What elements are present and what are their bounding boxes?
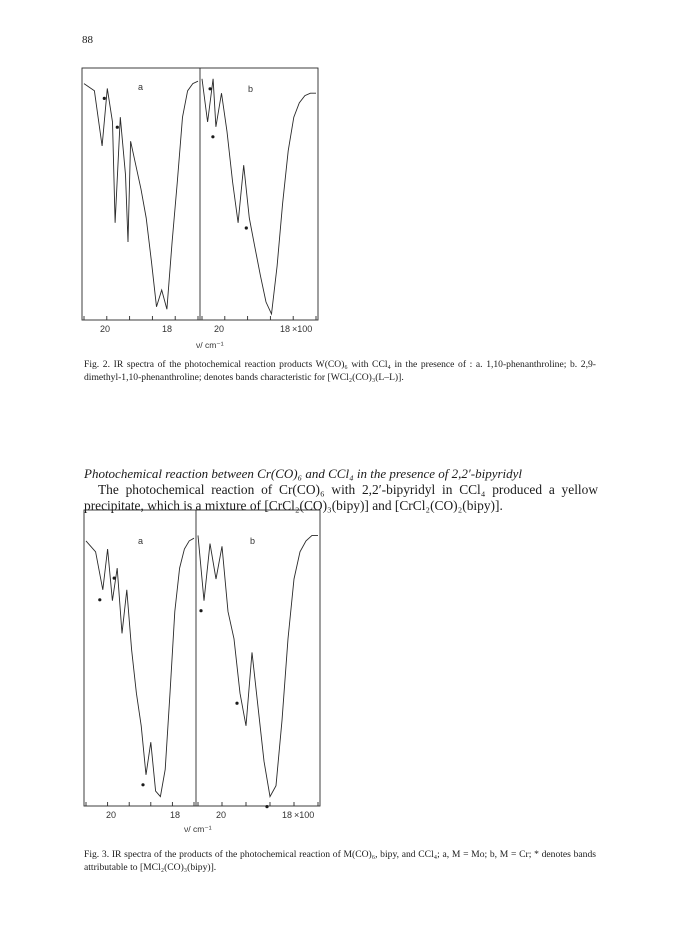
spectrum-trace-fig-2a (84, 81, 198, 309)
band-marker (141, 783, 144, 786)
figure-2-panel-b-label: b (248, 84, 254, 94)
figure-2-caption (84, 358, 596, 384)
figure-2-panel-a-label: a (138, 82, 144, 92)
band-marker (113, 577, 116, 580)
figure-3 (80, 506, 330, 838)
figure-2-caption-text: IR spectra of the photochemical reaction products W(CO)₆ with CCl₄ in the presence of : a. 1,10-phenanthroline; b. 2,9-dimethyl-1,10-phenanthroline; denotes bands characteristic for [WCl₂(CO)₃(L–L)]. (84, 359, 596, 383)
figure-3-tick-b-20: 20 (216, 810, 227, 820)
spectrum-trace-fig-2b (202, 79, 316, 314)
spectrum-trace-fig-3b (198, 535, 318, 796)
figure-3-tick-a-18: 18 (170, 810, 181, 820)
band-marker (245, 226, 248, 229)
figure-3-panel-a-label: a (138, 536, 144, 546)
figure-3-tick-a-20: 20 (106, 810, 117, 820)
figure-2-tick-b-multiplier: ×100 (292, 324, 313, 334)
band-marker (199, 609, 202, 612)
band-marker (235, 702, 238, 705)
figure-2-axis-unit: ν/ cm⁻¹ (196, 340, 224, 350)
figure-3-tick-b-18: 18 (282, 810, 293, 820)
section-heading: Photochemical reaction between Cr(CO)₆ and CCl₄ in the presence of 2,2′-bipyridyl (84, 466, 523, 481)
figure-3-axis-unit: ν/ cm⁻¹ (184, 824, 212, 834)
band-marker (103, 97, 106, 100)
figure-3-caption (84, 848, 596, 874)
page-number: 88 (82, 34, 93, 46)
figure-3-frame (84, 510, 320, 806)
band-marker (98, 598, 101, 601)
figure-3-panel-b-label: b (250, 536, 256, 546)
figure-2-tick-b-20: 20 (214, 324, 225, 334)
figure-2-tick-a-20: 20 (100, 324, 111, 334)
figure-2-caption-label: Fig. 2. (84, 359, 111, 370)
band-marker (116, 126, 119, 129)
figure-2-svg (78, 64, 328, 356)
figure-3-tick-b-multiplier: ×100 (294, 810, 315, 820)
section-paragraph: The photochemical reaction of Cr(CO)₆ with 2,2′-bipyridyl in CCl₄ produced a yellow precipitate, which is a mixture of [CrCl₂(CO)₃(bipy)] and [CrCl₂(CO)₂(bipy)]. (84, 482, 598, 513)
figure-2 (78, 64, 328, 356)
figure-2-tick-a-18: 18 (162, 324, 173, 334)
band-marker (265, 805, 268, 808)
figure-3-caption-text: IR spectra of the products of the photochemical reaction of M(CO)₆, bipy, and CCl₄; a, M = Mo; b, M = Cr; * denotes bands attributable to [MCl₂(CO)₃(bipy)]. (84, 849, 597, 873)
figure-2-tick-b-18: 18 (280, 324, 291, 334)
band-marker (211, 135, 214, 138)
spectrum-trace-fig-3a (86, 538, 194, 796)
band-marker (209, 87, 212, 90)
figure-3-caption-label: Fig. 3. (84, 849, 110, 860)
figure-3-svg (80, 506, 330, 838)
